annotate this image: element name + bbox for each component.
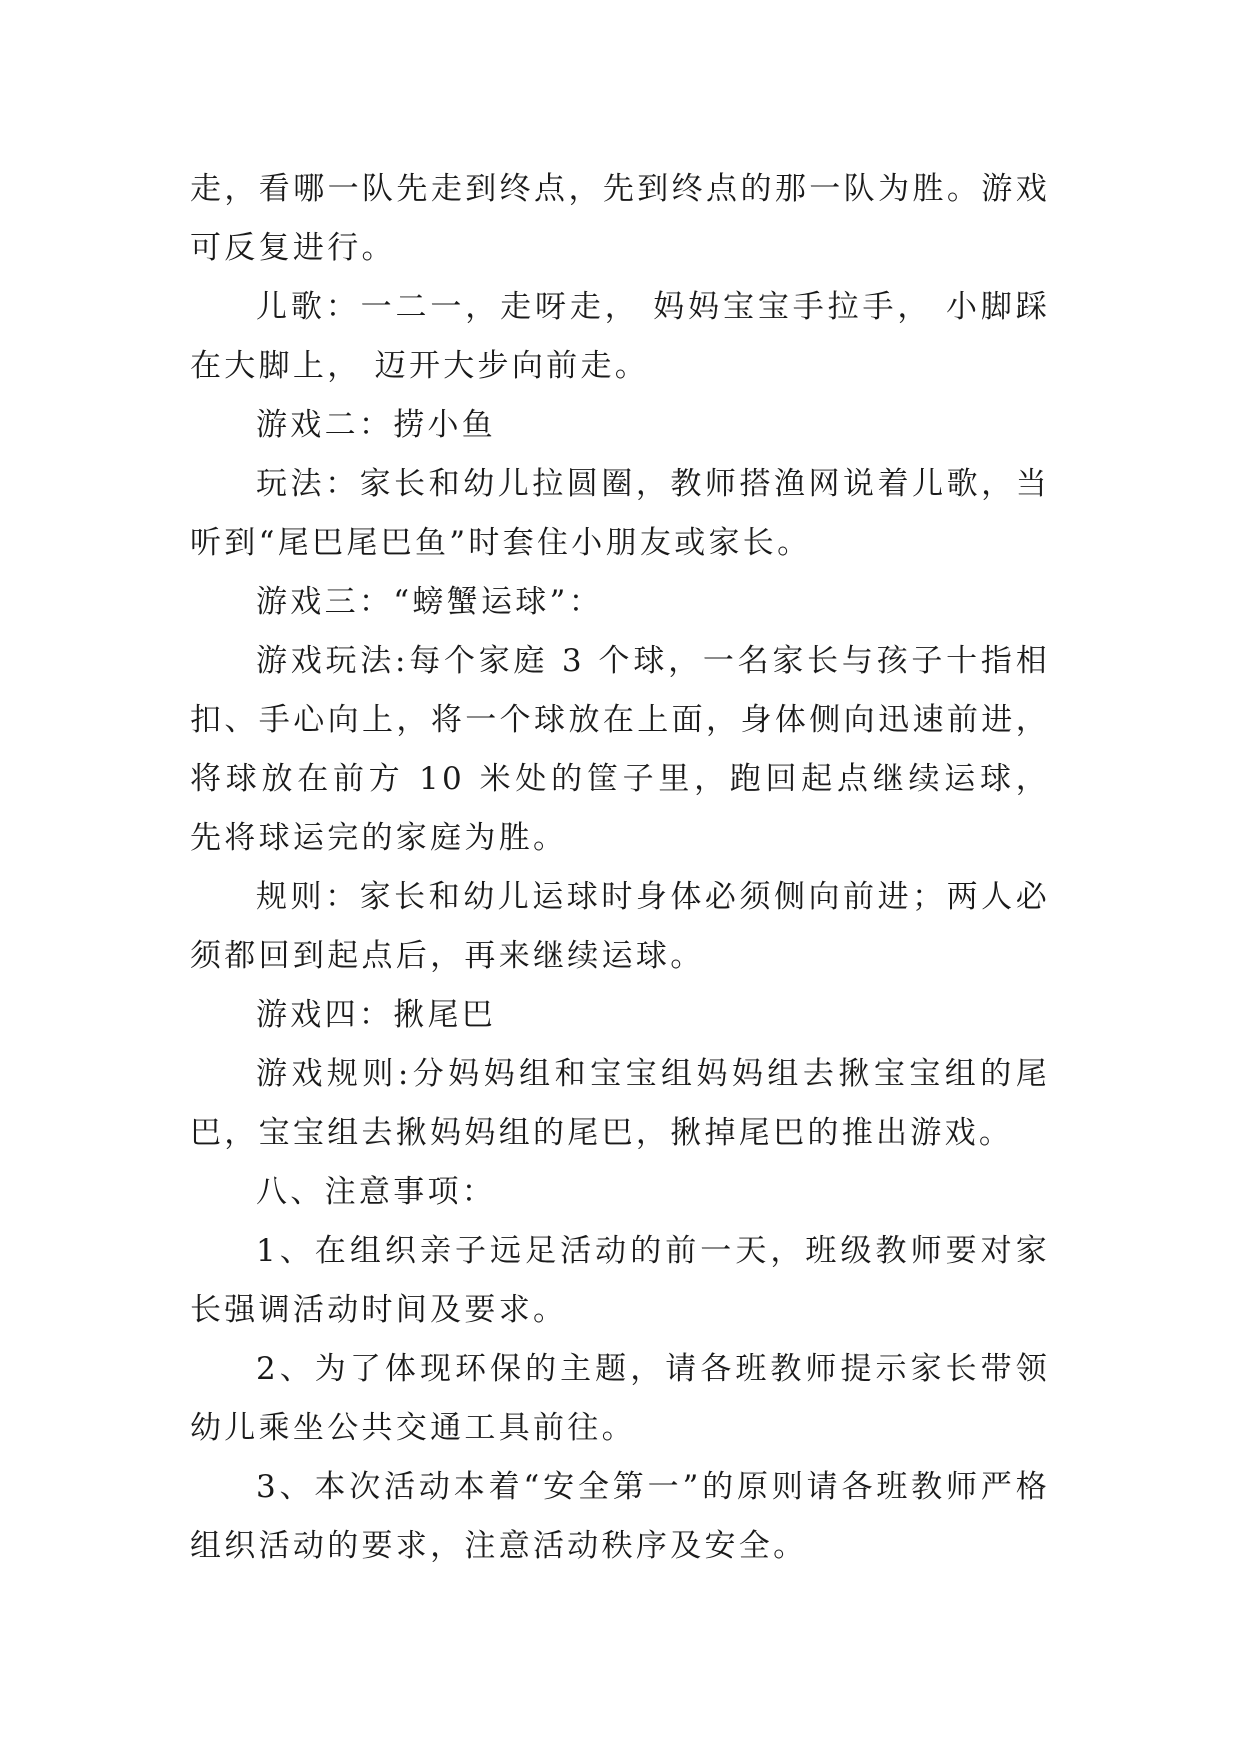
paragraph-game-two-rules: 玩法：家长和幼儿拉圆圈，教师搭渔网说着儿歌，当听到“尾巴尾巴鱼”时套住小朋友或家长。 bbox=[190, 466, 1050, 561]
heading-precautions: 八、注意事项： bbox=[256, 1174, 497, 1210]
paragraph-nursery-rhyme: 儿歌：一二一，走呀走， 妈妈宝宝手拉手， 小脚踩在大脚上， 迈开大步向前走。 bbox=[190, 289, 1050, 384]
paragraph-precaution-2: 2、为了体现环保的主题，请各班教师提示家长带领幼儿乘坐公共交通工具前往。 bbox=[190, 1351, 1050, 1446]
document-body bbox=[190, 160, 1050, 1576]
paragraph-precaution-3: 3、本次活动本着“安全第一”的原则请各班教师严格组织活动的要求，注意活动秩序及安全。 bbox=[190, 1469, 1050, 1564]
paragraph-game-three-play: 游戏玩法:每个家庭 3 个球，一名家长与孩子十指相扣、手心向上，将一个球放在上面，身体侧向迅速前进，将球放在前方 10 米处的筐子里，跑回起点继续运球，先将球运完的家庭为胜。 bbox=[190, 643, 1050, 856]
heading-game-two: 游戏二：捞小鱼 bbox=[256, 407, 497, 443]
heading-game-three: 游戏三：“螃蟹运球”： bbox=[256, 584, 603, 620]
paragraph-precaution-1: 1、在组织亲子远足活动的前一天，班级教师要对家长强调活动时间及要求。 bbox=[190, 1233, 1050, 1328]
paragraph-game-one-rules-end: 走，看哪一队先走到终点，先到终点的那一队为胜。游戏可反复进行。 bbox=[190, 171, 1050, 266]
paragraph-game-four-rules: 游戏规则:分妈妈组和宝宝组妈妈组去揪宝宝组的尾巴，宝宝组去揪妈妈组的尾巴，揪掉尾巴的推出游戏。 bbox=[190, 1056, 1050, 1151]
heading-game-four: 游戏四：揪尾巴 bbox=[256, 997, 497, 1033]
paragraph-game-three-rules: 规则：家长和幼儿运球时身体必须侧向前进；两人必须都回到起点后，再来继续运球。 bbox=[190, 879, 1050, 974]
